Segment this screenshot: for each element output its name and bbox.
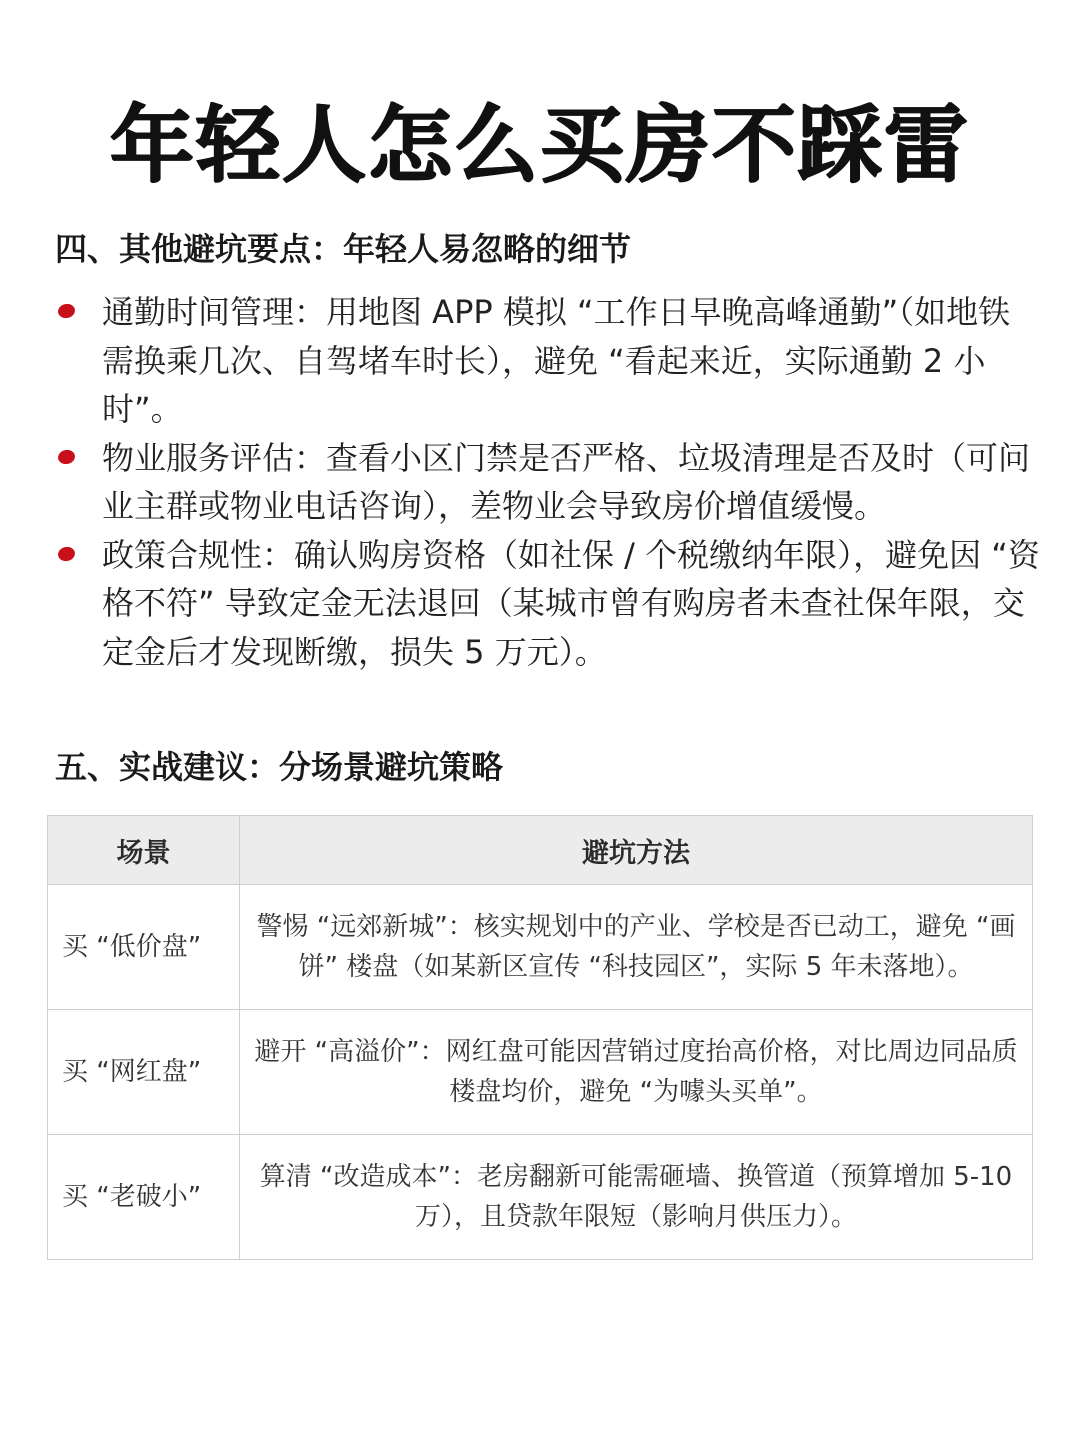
column-header-method: 避坑方法	[240, 816, 1033, 885]
tips-list	[0, 288, 1080, 676]
table-row	[48, 1135, 1033, 1260]
section-5-heading: 五、实战建议：分场景避坑策略	[55, 748, 504, 786]
strategy-table	[47, 815, 1033, 1260]
method-cell: 警惕 “远郊新城”：核实规划中的产业、学校是否已动工，避免 “画饼” 楼盘（如某新区宣传 “科技园区”，实际 5 年未落地）。	[240, 885, 1033, 1010]
list-item-text: 物业服务评估：查看小区门禁是否严格、垃圾清理是否及时（可问业主群或物业电话咨询），差物业会导致房价增值缓慢。	[102, 438, 1031, 525]
bullet-dot-icon	[57, 448, 77, 465]
list-item	[0, 434, 1080, 531]
column-header-scene: 场景	[48, 816, 240, 885]
scene-cell: 买 “老破小”	[48, 1135, 240, 1260]
table-row	[48, 1010, 1033, 1135]
bullet-dot-icon	[57, 545, 77, 562]
page-title: 年轻人怎么买房不踩雷	[109, 96, 970, 194]
bullet-dot-icon	[57, 302, 77, 319]
section-4-heading: 四、其他避坑要点：年轻人易忽略的细节	[55, 230, 632, 268]
table-header-row	[48, 816, 1033, 885]
list-item	[0, 288, 1080, 434]
list-item	[0, 531, 1080, 677]
table-row	[48, 885, 1033, 1010]
method-cell: 算清 “改造成本”：老房翻新可能需砸墙、换管道（预算增加 5-10 万），且贷款年限短（影响月供压力）。	[240, 1135, 1033, 1260]
list-item-text: 通勤时间管理：用地图 APP 模拟 “工作日早晚高峰通勤”（如地铁需换乘几次、自驾堵车时长），避免 “看起来近，实际通勤 2 小时”。	[102, 293, 1011, 428]
scene-cell: 买 “低价盘”	[48, 885, 240, 1010]
list-item-text: 政策合规性：确认购房资格（如社保 / 个税缴纳年限），避免因 “资格不符” 导致定金无法退回（某城市曾有购房者未查社保年限，交定金后才发现断缴，损失 5 万元）。	[102, 535, 1040, 671]
scene-cell: 买 “网红盘”	[48, 1010, 240, 1135]
method-cell: 避开 “高溢价”：网红盘可能因营销过度抬高价格，对比周边同品质楼盘均价，避免 “为噱头买单”。	[240, 1010, 1033, 1135]
